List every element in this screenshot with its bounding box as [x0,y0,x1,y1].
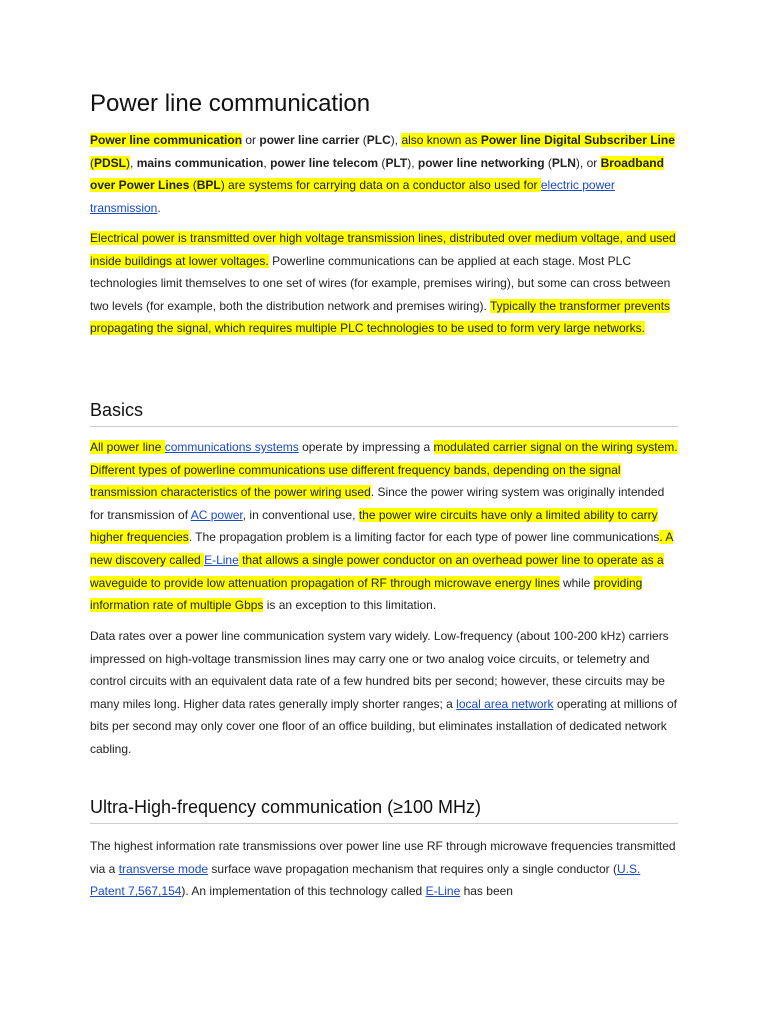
link-e-line[interactable]: E-Line [204,552,239,567]
uhf-heading-wrap [90,797,678,824]
term-plc-full: Power line communication [90,133,243,147]
link-local-area-network[interactable]: local area network [456,696,554,711]
uhf-section [90,835,678,903]
basics-section-2 [90,625,678,761]
link-transverse-mode[interactable]: transverse mode [118,861,209,876]
link-e-line-2[interactable]: E-Line [425,884,461,899]
basics-section [90,436,678,617]
uhf-paragraph-1: The highest information rate transmissions over power line use RF through microwave frequencies transmitted via a transverse mode surface wave propagation mechanism that requires only a single conductor (U.S. Patent 7,567,154). An implementation of this technology called E-Line has been [90,839,676,899]
highlight-span: also known as [401,133,481,147]
section-heading-basics: Basics [90,400,678,427]
link-us-patent[interactable]: U.S. Patent 7,567,154 [90,861,641,899]
intro-section [90,129,678,219]
link-ac-power[interactable]: AC power [190,507,243,522]
term-pdsl-full: Power line Digital Subscriber Line [480,133,675,147]
link-communications-systems[interactable]: communications systems [164,440,299,454]
intro-paragraph-1: Power line communication or power line carrier (PLC), also known as Power line Digital Subscriber Line (PDSL), mains communication, power line telecom (PLT), power line networking (PLN), or Broadband over Power Lines (BPL) are systems for carrying data on a conductor also used for electric power transmission. [90,133,675,215]
term-bpl-full: Broadband over Power Lines [90,155,664,193]
page-title: Power line communication [90,90,371,117]
section-heading-uhf: Ultra-High-frequency communication (≥100 MHz) [90,797,678,824]
intro-section-2 [90,227,678,340]
basics-paragraph-2: Data rates over a power line communication system vary widely. Low-frequency (about 100-200 kHz) carriers impressed on high-voltage transmission lines may carry one or two analog voice circuits, or telemetry and control circuits with an equivalent data rate of a few hundred bits per second; however, these circuits may be many miles long. Higher data rates generally imply shorter ranges; a local area network operating at millions of bits per second may only cover one floor of an office building, but eliminates installation of dedicated network cabling. [90,629,677,756]
basics-paragraph-1: All power line communications systems operate by impressing a modulated carrier signal on the wiring system. Different types of powerline communications use different frequency bands, depending on the signal transmission characteristics of the power wiring used. Since the power wiring system was originally intended for transmission of AC power, in conventional use, the power wire circuits have only a limited ability to carry higher frequencies. The propagation problem is a limiting factor for each type of power line communications. A new discovery called E-Line that allows a single power conductor on an overhead power line to operate as a waveguide to provide low attenuation propagation of RF through microwave energy lines while providing information rate of multiple Gbps is an exception to this limitation. [90,440,678,613]
link-electric-power-transmission[interactable]: electric power transmission [90,178,615,215]
intro-paragraph-2: Electrical power is transmitted over high voltage transmission lines, distributed over medium voltage, and used inside buildings at lower voltages. Powerline communications can be applied at each stage. Most PLC technologies limit themselves to one set of wires (for example, premises wiring), but some can cross between two levels (for example, both the distribution network and premises wiring). Typically the transformer prevents propagating the signal, which requires multiple PLC technologies to be used to form very large networks. [90,231,676,336]
basics-heading-wrap [90,400,678,427]
